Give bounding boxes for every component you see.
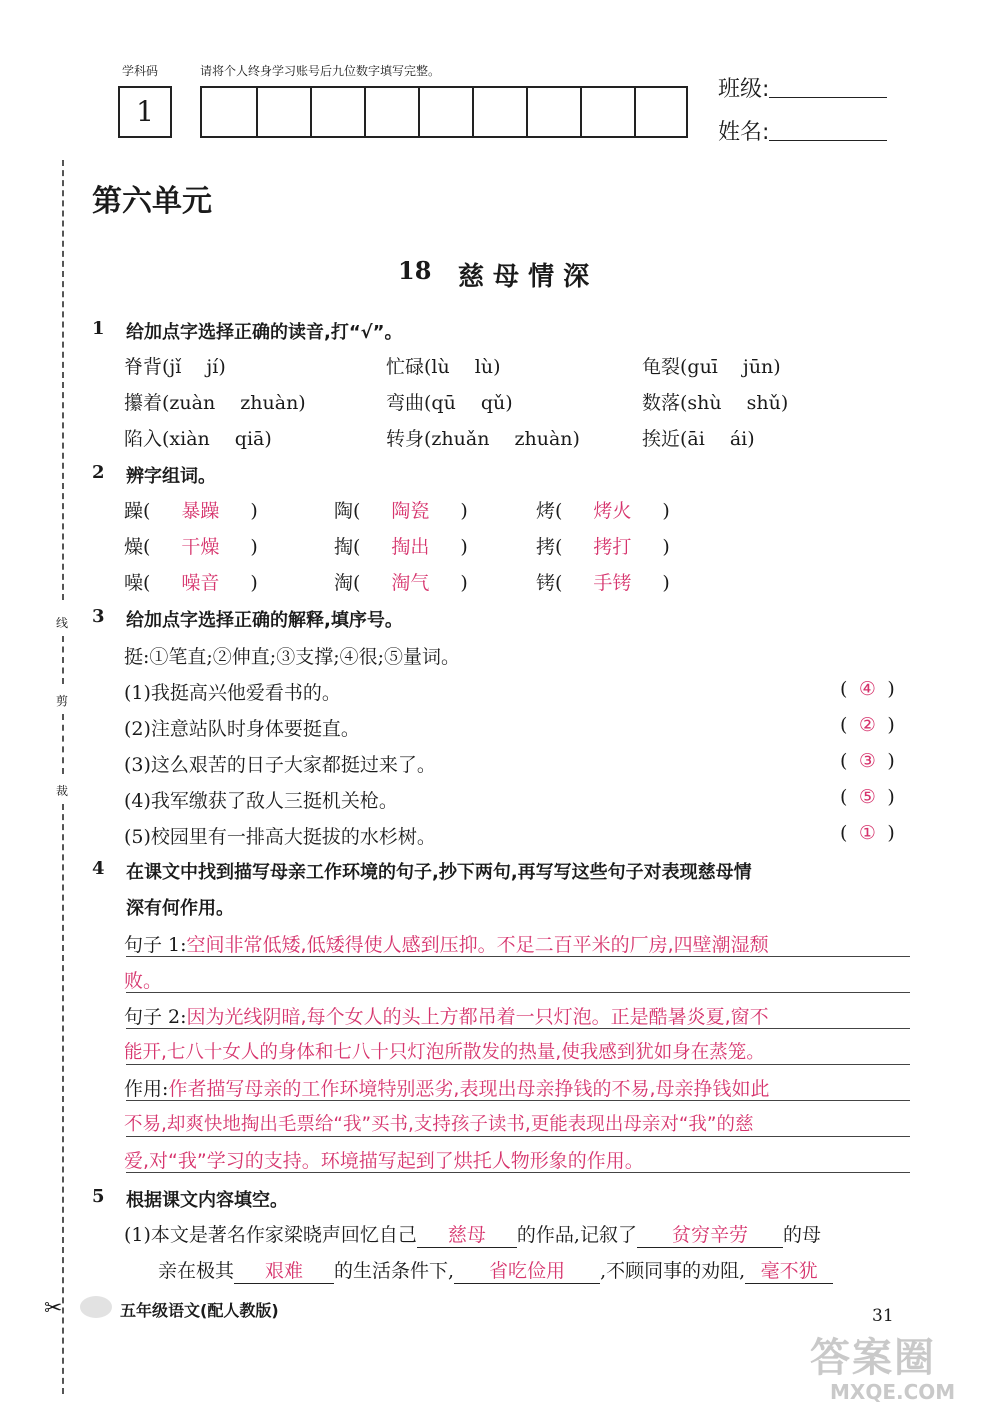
q1-number: 1 [92,318,105,339]
q5-line1: (1)本文是著名作家梁晓声回忆自己 慈母 的作品,记叙了 贫穷辛劳 的母 [124,1220,821,1248]
q4-sentence1-line2: 败。 [124,970,163,992]
q2-item: 铐( 手铐 ) [536,568,670,595]
class-field[interactable] [718,72,887,103]
answer-line [126,1028,910,1029]
account-cell[interactable] [634,88,636,136]
q1-item: 忙碌(lù lù) [386,356,501,378]
q1-prompt: 给加点字选择正确的读音,打“√”。 [126,322,403,343]
decor-ornament [80,1296,112,1318]
q3-item: (3)这么艰苦的日子大家都挺过来了。 [124,754,436,776]
q4-effect-line2: 不易,却爽快地掏出毛票给“我”买书,支持孩子读书,更能表现出母亲对“我”的慈 [124,1114,754,1135]
q2-item: 陶( 陶瓷 ) [334,496,468,523]
subject-code: 1 [136,95,154,128]
q5-blank: 贫穷辛劳 [637,1220,783,1248]
name-label: 姓名: [718,120,770,145]
q3-item: (1)我挺高兴他爱看书的。 [124,682,341,704]
q1-item: 攥着(zuàn zhuàn) [124,392,306,414]
q5-blank: 艰难 [234,1256,334,1284]
account-number-boxes[interactable] [200,86,688,138]
q1-item: 龟裂(guī jūn) [642,356,781,378]
q5-line2: 亲在极其 艰难 的生活条件下, 省吃俭用 ,不顾同事的劝阻, 毫不犹 [158,1256,833,1284]
account-cell[interactable] [418,88,420,136]
q2-answer: 掏出 [391,536,430,558]
q2-prompt: 辨字组词。 [126,466,216,487]
page-number: 31 [872,1306,894,1326]
q2-number: 2 [92,462,105,483]
q2-answer: 暴躁 [181,500,220,522]
subject-code-box [118,86,172,138]
q2-answer: 手铐 [593,572,632,594]
q4-sentence1-line1 [124,930,769,957]
account-cell[interactable] [472,88,474,136]
cut-label-jian: 剪 [56,694,69,708]
account-cell[interactable] [364,88,366,136]
q4-prompt-line1: 在课文中找到描写母亲工作环境的句子,抄下两句,再写写这些句子对表现慈母情 [126,862,752,883]
q4-sentence2-answer: 因为光线阴暗,每个女人的头上方都吊着一只灯泡。正是酷暑炎夏,窗不 [186,1006,769,1028]
q4-sentence1-label: 句子 1: [124,934,187,956]
q2-item: 燥( 干燥 ) [124,532,258,559]
account-instruction: 请将个人终身学习账号后九位数字填写完整。 [200,64,441,78]
watermark-url: MXQE.COM [830,1380,956,1404]
subject-code-label: 学科码 [122,64,159,78]
q3-answer: ④ [858,678,876,700]
answer-line [126,956,910,957]
book-title: 五年级语文(配人教版) [120,1301,279,1320]
q4-number: 4 [92,858,105,879]
q3-answer: ① [858,822,876,844]
q4-sentence1-answer: 空间非常低矮,低矮得使人感到压抑。不足二百平米的厂房,四壁潮湿颓 [186,934,769,956]
q5-blank: 省吃俭用 [454,1256,600,1284]
q1-item: 脊背(jǐ jí) [124,356,226,378]
unit-title: 第六单元 [92,184,212,219]
q2-answer: 淘气 [391,572,430,594]
account-cell[interactable] [256,88,258,136]
q3-answer-slot: ( ③ ) [840,750,895,772]
q2-item: 掏( 掏出 ) [334,532,468,559]
q1-item: 数落(shù shǔ) [642,392,789,414]
q3-item: (5)校园里有一排高大挺拔的水杉树。 [124,826,436,848]
q2-item: 烤( 烤火 ) [536,496,670,523]
q3-answer-slot: ( ① ) [840,822,895,844]
q3-answer-slot: ( ⑤ ) [840,786,895,808]
q4-effect-line3: 爱,对“我”学习的支持。环境描写起到了烘托人物形象的作用。 [124,1150,644,1172]
q4-prompt-line2: 深有何作用。 [126,898,234,919]
q3-answer: ⑤ [858,786,876,808]
q1-item: 弯曲(qū qǔ) [386,392,513,414]
q3-item: (2)注意站队时身体要挺直。 [124,718,360,740]
account-cell[interactable] [580,88,582,136]
q3-definition: 挺:①笔直;②伸直;③支撑;④很;⑤量词。 [124,646,461,668]
q1-item: 陷入(xiàn qiā) [124,428,272,450]
class-input-line[interactable] [769,77,887,98]
q2-answer: 干燥 [181,536,220,558]
q4-effect-label: 作用: [124,1078,169,1100]
answer-line [126,1136,910,1137]
q4-effect-line1 [124,1074,770,1101]
q2-item: 拷( 拷打 ) [536,532,670,559]
q5-blank: 毫不犹 [745,1256,833,1284]
q3-item: (4)我军缴获了敌人三挺机关枪。 [124,790,398,812]
watermark-logo: 答案圈 [810,1335,936,1381]
lesson-number: 18 [398,256,432,285]
cut-label-cai: 裁 [56,784,69,798]
q5-prompt: 根据课文内容填空。 [126,1190,288,1211]
q3-prompt: 给加点字选择正确的解释,填序号。 [126,610,403,631]
answer-line [126,1172,910,1173]
q3-answer: ② [858,714,876,736]
q2-answer: 烤火 [593,500,632,522]
q2-item: 淘( 淘气 ) [334,568,468,595]
q3-answer: ③ [858,750,876,772]
class-label: 班级: [718,77,770,102]
cut-line-top [62,160,64,600]
scissors-icon: ✂ [44,1296,63,1321]
q3-number: 3 [92,606,105,627]
q2-item: 噪( 噪音 ) [124,568,258,595]
account-cell[interactable] [526,88,528,136]
q2-item: 躁( 暴躁 ) [124,496,258,523]
answer-line [126,992,910,993]
cut-line-seg [62,636,64,684]
q2-answer: 陶瓷 [391,500,430,522]
cut-label-xian: 线 [56,616,69,630]
name-field[interactable] [718,115,887,146]
q5-blank: 慈母 [417,1220,517,1248]
q1-item: 挨近(āi ái) [642,428,755,450]
name-input-line[interactable] [769,120,887,141]
lesson-title: 慈 母 情 深 [458,262,590,292]
q4-effect-answer: 作者描写母亲的工作环境特别恶劣,表现出母亲挣钱的不易,母亲挣钱如此 [168,1078,770,1100]
q4-sentence2-line1 [124,1002,769,1029]
q4-sentence2-label: 句子 2: [124,1006,187,1028]
q3-answer-slot: ( ④ ) [840,678,895,700]
q3-answer-slot: ( ② ) [840,714,895,736]
cut-line-seg [62,714,64,774]
q2-answer: 拷打 [593,536,632,558]
q1-item: 转身(zhuǎn zhuàn) [386,428,580,450]
q4-sentence2-line2: 能开,七八十女人的身体和七八十只灯泡所散发的热量,使我感到犹如身在蒸笼。 [124,1042,765,1063]
account-cell[interactable] [310,88,312,136]
q5-number: 5 [92,1186,105,1207]
answer-line [126,1100,910,1101]
q2-answer: 噪音 [181,572,220,594]
answer-line [126,1064,910,1065]
